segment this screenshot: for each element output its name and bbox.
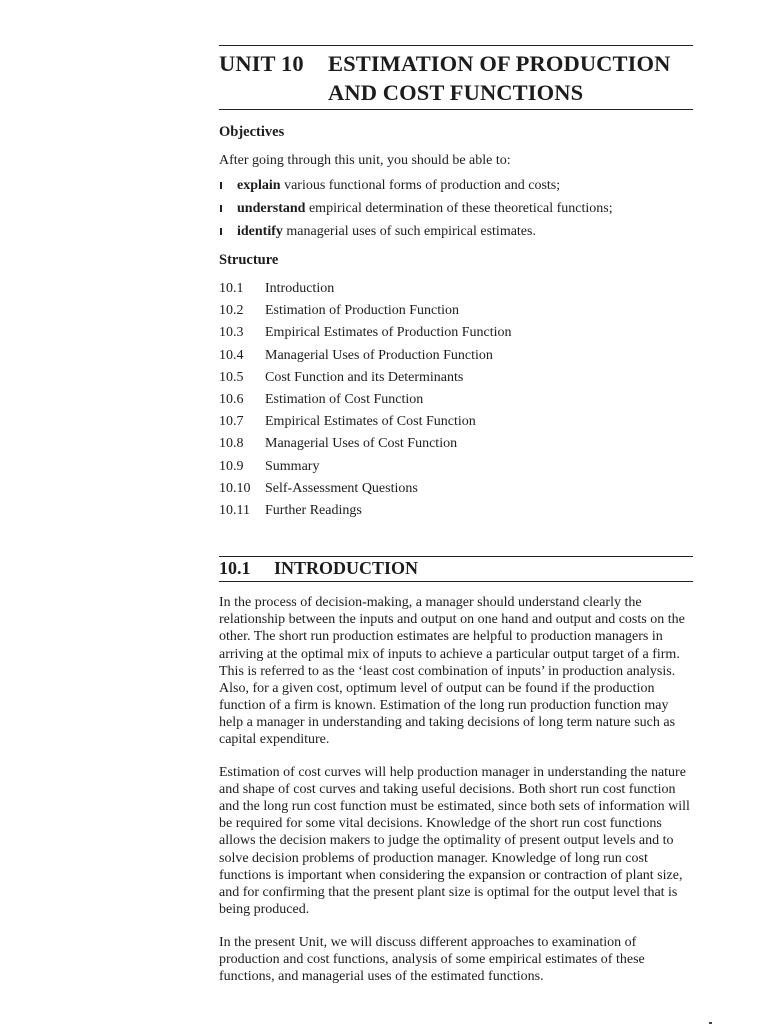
structure-item-title: Cost Function and its Determinants bbox=[265, 369, 464, 385]
structure-item-number: 10.9 bbox=[219, 458, 244, 474]
objective-item bbox=[219, 220, 693, 243]
objective-text: managerial uses of such empirical estimates. bbox=[282, 224, 536, 239]
structure-item-number: 10.1 bbox=[219, 281, 244, 296]
structure-heading: Structure bbox=[219, 252, 279, 268]
body-paragraph: In the process of decision-making, a manager should understand clearly the relationship between the inputs and output on one hand and output and costs on the other. The short run production estimates are helpful to production managers in arriving at the optimal mix of inputs to achieve a particular output target of a firm. This is referred to as the ‘least cost combination of inputs’ in production analysis. Also, for a given cost, optimum level of output can be found if the production function of a firm is known. Estimation of the long run production function may help a manager in understanding and taking decisions of long term nature such as capital expenditure. bbox=[219, 595, 685, 747]
section-heading bbox=[219, 557, 693, 581]
document-page bbox=[219, 45, 693, 1001]
structure-item-number: 10.3 bbox=[219, 325, 244, 341]
structure-item-title: Empirical Estimates of Production Function bbox=[265, 325, 512, 341]
structure-item bbox=[219, 345, 693, 367]
objective-keyword: identify bbox=[237, 224, 283, 239]
unit-title bbox=[219, 46, 693, 109]
structure-item-title: Empirical Estimates of Cost Function bbox=[265, 414, 476, 430]
structure-item-number: 10.8 bbox=[219, 436, 244, 452]
bullet-icon bbox=[220, 182, 222, 189]
structure-item-title: Summary bbox=[265, 458, 320, 474]
structure-item-number: 10.6 bbox=[219, 392, 244, 408]
structure-item-title: Self-Assessment Questions bbox=[265, 480, 418, 496]
structure-item bbox=[219, 411, 693, 433]
body-paragraph: Estimation of cost curves will help production manager in understanding the nature and shape of cost curves and taking useful decisions. Both short run cost function and the long run cost function must be estimated, since both sets of information will be required for some vital decisions. Knowledge of the short run cost functions allows the decision makers to judge the optimality of present output levels and to solve decision problems of production manager. Knowledge of long run cost functions is important when considering the expansion or contraction of plant size, and for confirming that the present plant size is optimal for the output level that is being produced. bbox=[219, 765, 690, 917]
structure-item bbox=[219, 456, 693, 478]
structure-item bbox=[219, 433, 693, 455]
structure-item-title: Managerial Uses of Cost Function bbox=[265, 436, 458, 452]
structure-item-number: 10.5 bbox=[219, 369, 244, 385]
structure-item-number: 10.10 bbox=[219, 480, 251, 496]
unit-label: UNIT 10 bbox=[219, 51, 304, 76]
objectives-heading: Objectives bbox=[219, 124, 285, 140]
structure-item bbox=[219, 322, 693, 344]
structure-item-title: Managerial Uses of Production Function bbox=[265, 347, 493, 363]
bullet-icon bbox=[220, 228, 222, 235]
introduction-section bbox=[219, 556, 693, 985]
body-paragraph: In the present Unit, we will discuss different approaches to examination of production and cost functions, analysis of some empirical estimates of these functions, and managerial uses of the estimated functions. bbox=[219, 934, 645, 985]
objectives-list bbox=[219, 174, 693, 243]
section-number: 10.1 bbox=[219, 558, 251, 579]
structure-item-number: 10.11 bbox=[219, 503, 250, 519]
structure-item bbox=[219, 478, 693, 500]
unit-heading: ESTIMATION OF PRODUCTION AND COST FUNCTIONS bbox=[328, 51, 671, 105]
structure-item-title: Further Readings bbox=[265, 503, 362, 519]
objective-keyword: explain bbox=[237, 178, 281, 193]
objective-item bbox=[219, 174, 693, 197]
structure-list bbox=[219, 278, 693, 522]
bullet-icon bbox=[220, 205, 222, 212]
structure-item-title: Estimation of Production Function bbox=[265, 303, 460, 319]
objective-keyword: understand bbox=[237, 201, 306, 216]
section-title: INTRODUCTION bbox=[274, 558, 419, 579]
title-bottom-rule bbox=[219, 109, 693, 110]
structure-item-number: 10.7 bbox=[219, 414, 244, 430]
objective-text: empirical determination of these theoretical functions; bbox=[305, 201, 613, 216]
section-body bbox=[219, 594, 693, 985]
structure-item bbox=[219, 300, 693, 322]
objectives-intro: After going through this unit, you should be able to: bbox=[219, 153, 511, 168]
structure-item-title: Estimation of Cost Function bbox=[265, 392, 424, 408]
objective-item bbox=[219, 197, 693, 220]
structure-item bbox=[219, 500, 693, 522]
structure-item bbox=[219, 278, 693, 300]
structure-item-number: 10.2 bbox=[219, 303, 244, 319]
structure-item bbox=[219, 367, 693, 389]
structure-item bbox=[219, 389, 693, 411]
structure-item-number: 10.4 bbox=[219, 347, 244, 363]
structure-item-title: Introduction bbox=[265, 281, 335, 296]
section-bottom-rule bbox=[219, 581, 693, 582]
objective-text: various functional forms of production and costs; bbox=[280, 178, 561, 193]
